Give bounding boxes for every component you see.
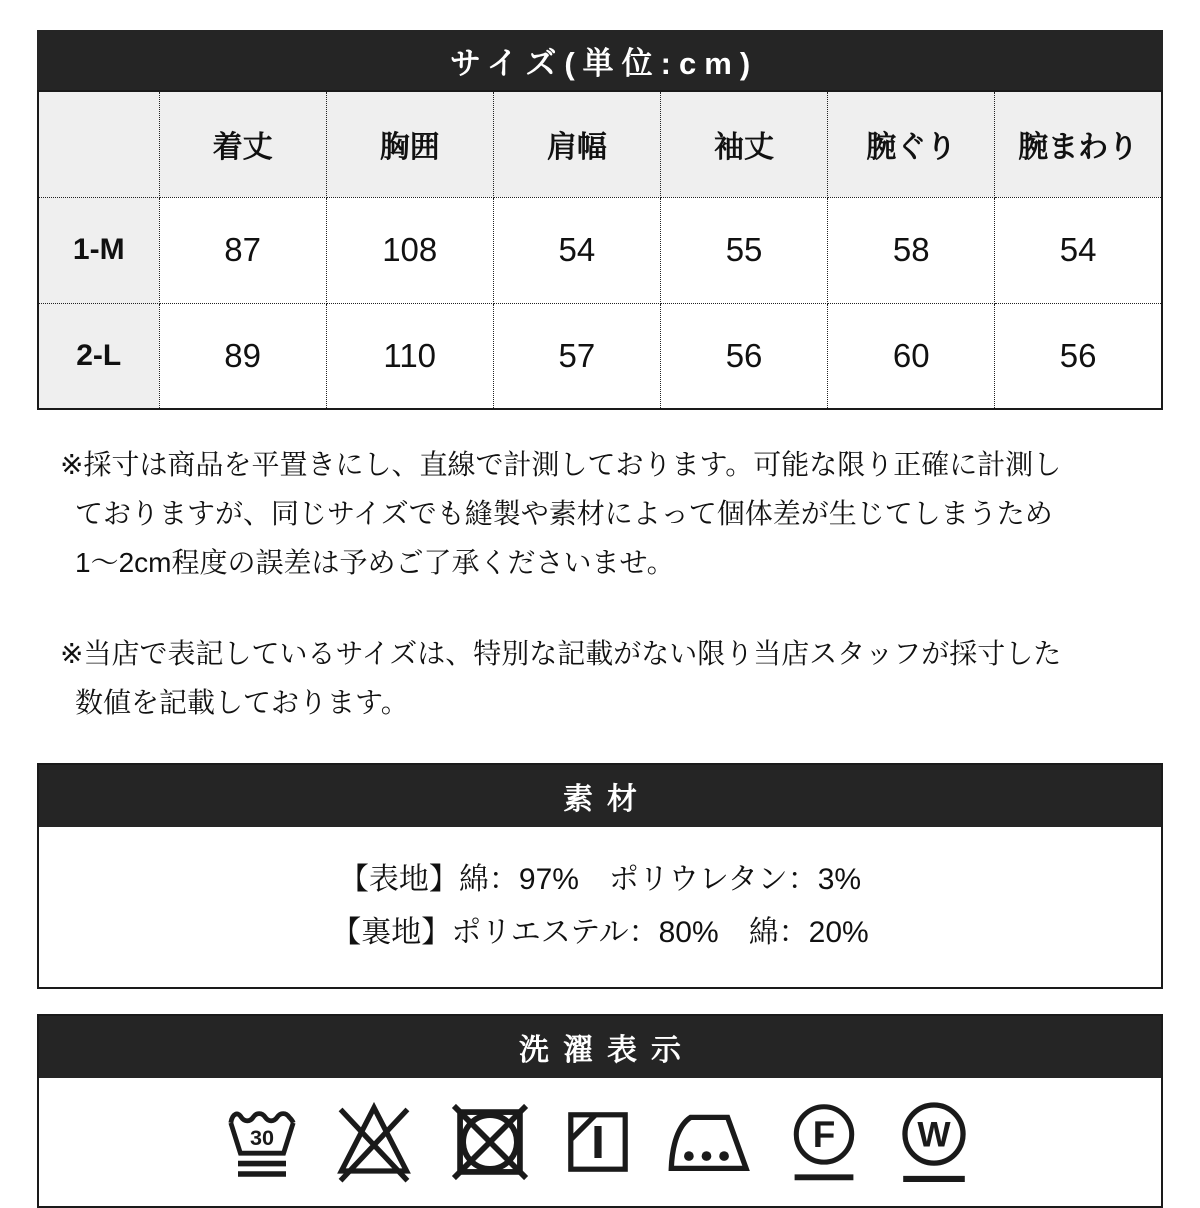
- size-value: 108: [326, 197, 493, 303]
- laundry-title: 洗濯表示: [519, 1034, 695, 1067]
- dry-clean-f-gentle-icon: [782, 1098, 866, 1186]
- size-table-section: [37, 30, 1163, 410]
- material-body: [39, 827, 1161, 987]
- staff-measurement-note: [60, 629, 1163, 727]
- column-header: 胸囲: [326, 91, 493, 197]
- hang-dry-in-shade-icon: [558, 1098, 638, 1186]
- svg-text:30: 30: [249, 1125, 275, 1151]
- size-row-label: 2-L: [38, 303, 159, 409]
- do-not-tumble-dry-icon: [446, 1098, 534, 1186]
- laundry-title-bar: [39, 1016, 1161, 1078]
- size-value: 58: [828, 197, 995, 303]
- column-header: 肩幅: [493, 91, 660, 197]
- size-value: 54: [493, 197, 660, 303]
- svg-text:W: W: [917, 1115, 951, 1155]
- size-value: 87: [159, 197, 326, 303]
- column-header: 腕まわり: [995, 91, 1162, 197]
- do-not-bleach-icon: [326, 1098, 422, 1186]
- laundry-icons-row: [39, 1078, 1161, 1206]
- note-line: ※採寸は商品を平置きにし、直線で計測しております。可能な限り正確に計測し: [60, 449, 1062, 480]
- column-header: 腕ぐり: [828, 91, 995, 197]
- material-section: [37, 763, 1163, 989]
- note-line: ※当店で表記しているサイズは、特別な記載がない限り当店スタッフが採寸した: [60, 638, 1062, 669]
- size-value: 60: [828, 303, 995, 409]
- svg-text:F: F: [812, 1114, 836, 1156]
- size-value: 55: [660, 197, 827, 303]
- size-table-title-bar: [37, 30, 1163, 90]
- material-lining-fabric: 【裏地】ポリエステル：80% 綿：20%: [331, 916, 869, 949]
- iron-high-temp-icon: [662, 1098, 758, 1186]
- laundry-section: [37, 1014, 1163, 1208]
- size-value: 89: [159, 303, 326, 409]
- note-line: 1〜2cm程度の誤差は予めご了承くださいませ。: [75, 547, 675, 578]
- note-line: ておりますが、同じサイズでも縫製や素材によって個体差が生じてしまうため: [75, 498, 1053, 529]
- column-header: 着丈: [159, 91, 326, 197]
- size-table-header-row: [38, 91, 1162, 197]
- table-row: [38, 303, 1162, 409]
- material-outer-fabric: 【表地】綿：97% ポリウレタン：3%: [338, 863, 862, 896]
- size-table-title: サイズ(単位:cm): [449, 45, 759, 81]
- size-value: 56: [995, 303, 1162, 409]
- size-value: 57: [493, 303, 660, 409]
- material-title-bar: [39, 765, 1161, 827]
- material-title: 素材: [563, 783, 651, 816]
- size-table: [37, 90, 1163, 410]
- size-value: 54: [995, 197, 1162, 303]
- table-row: [38, 197, 1162, 303]
- note-line: 数値を記載しております。: [75, 687, 409, 718]
- size-value: 110: [326, 303, 493, 409]
- wash-30-very-gentle-icon: [222, 1098, 302, 1186]
- measurement-note: [60, 440, 1163, 587]
- column-header: 袖丈: [660, 91, 827, 197]
- wet-clean-w-gentle-icon: [890, 1098, 978, 1186]
- size-value: 56: [660, 303, 827, 409]
- size-table-corner-cell: [38, 91, 159, 197]
- size-row-label: 1-M: [38, 197, 159, 303]
